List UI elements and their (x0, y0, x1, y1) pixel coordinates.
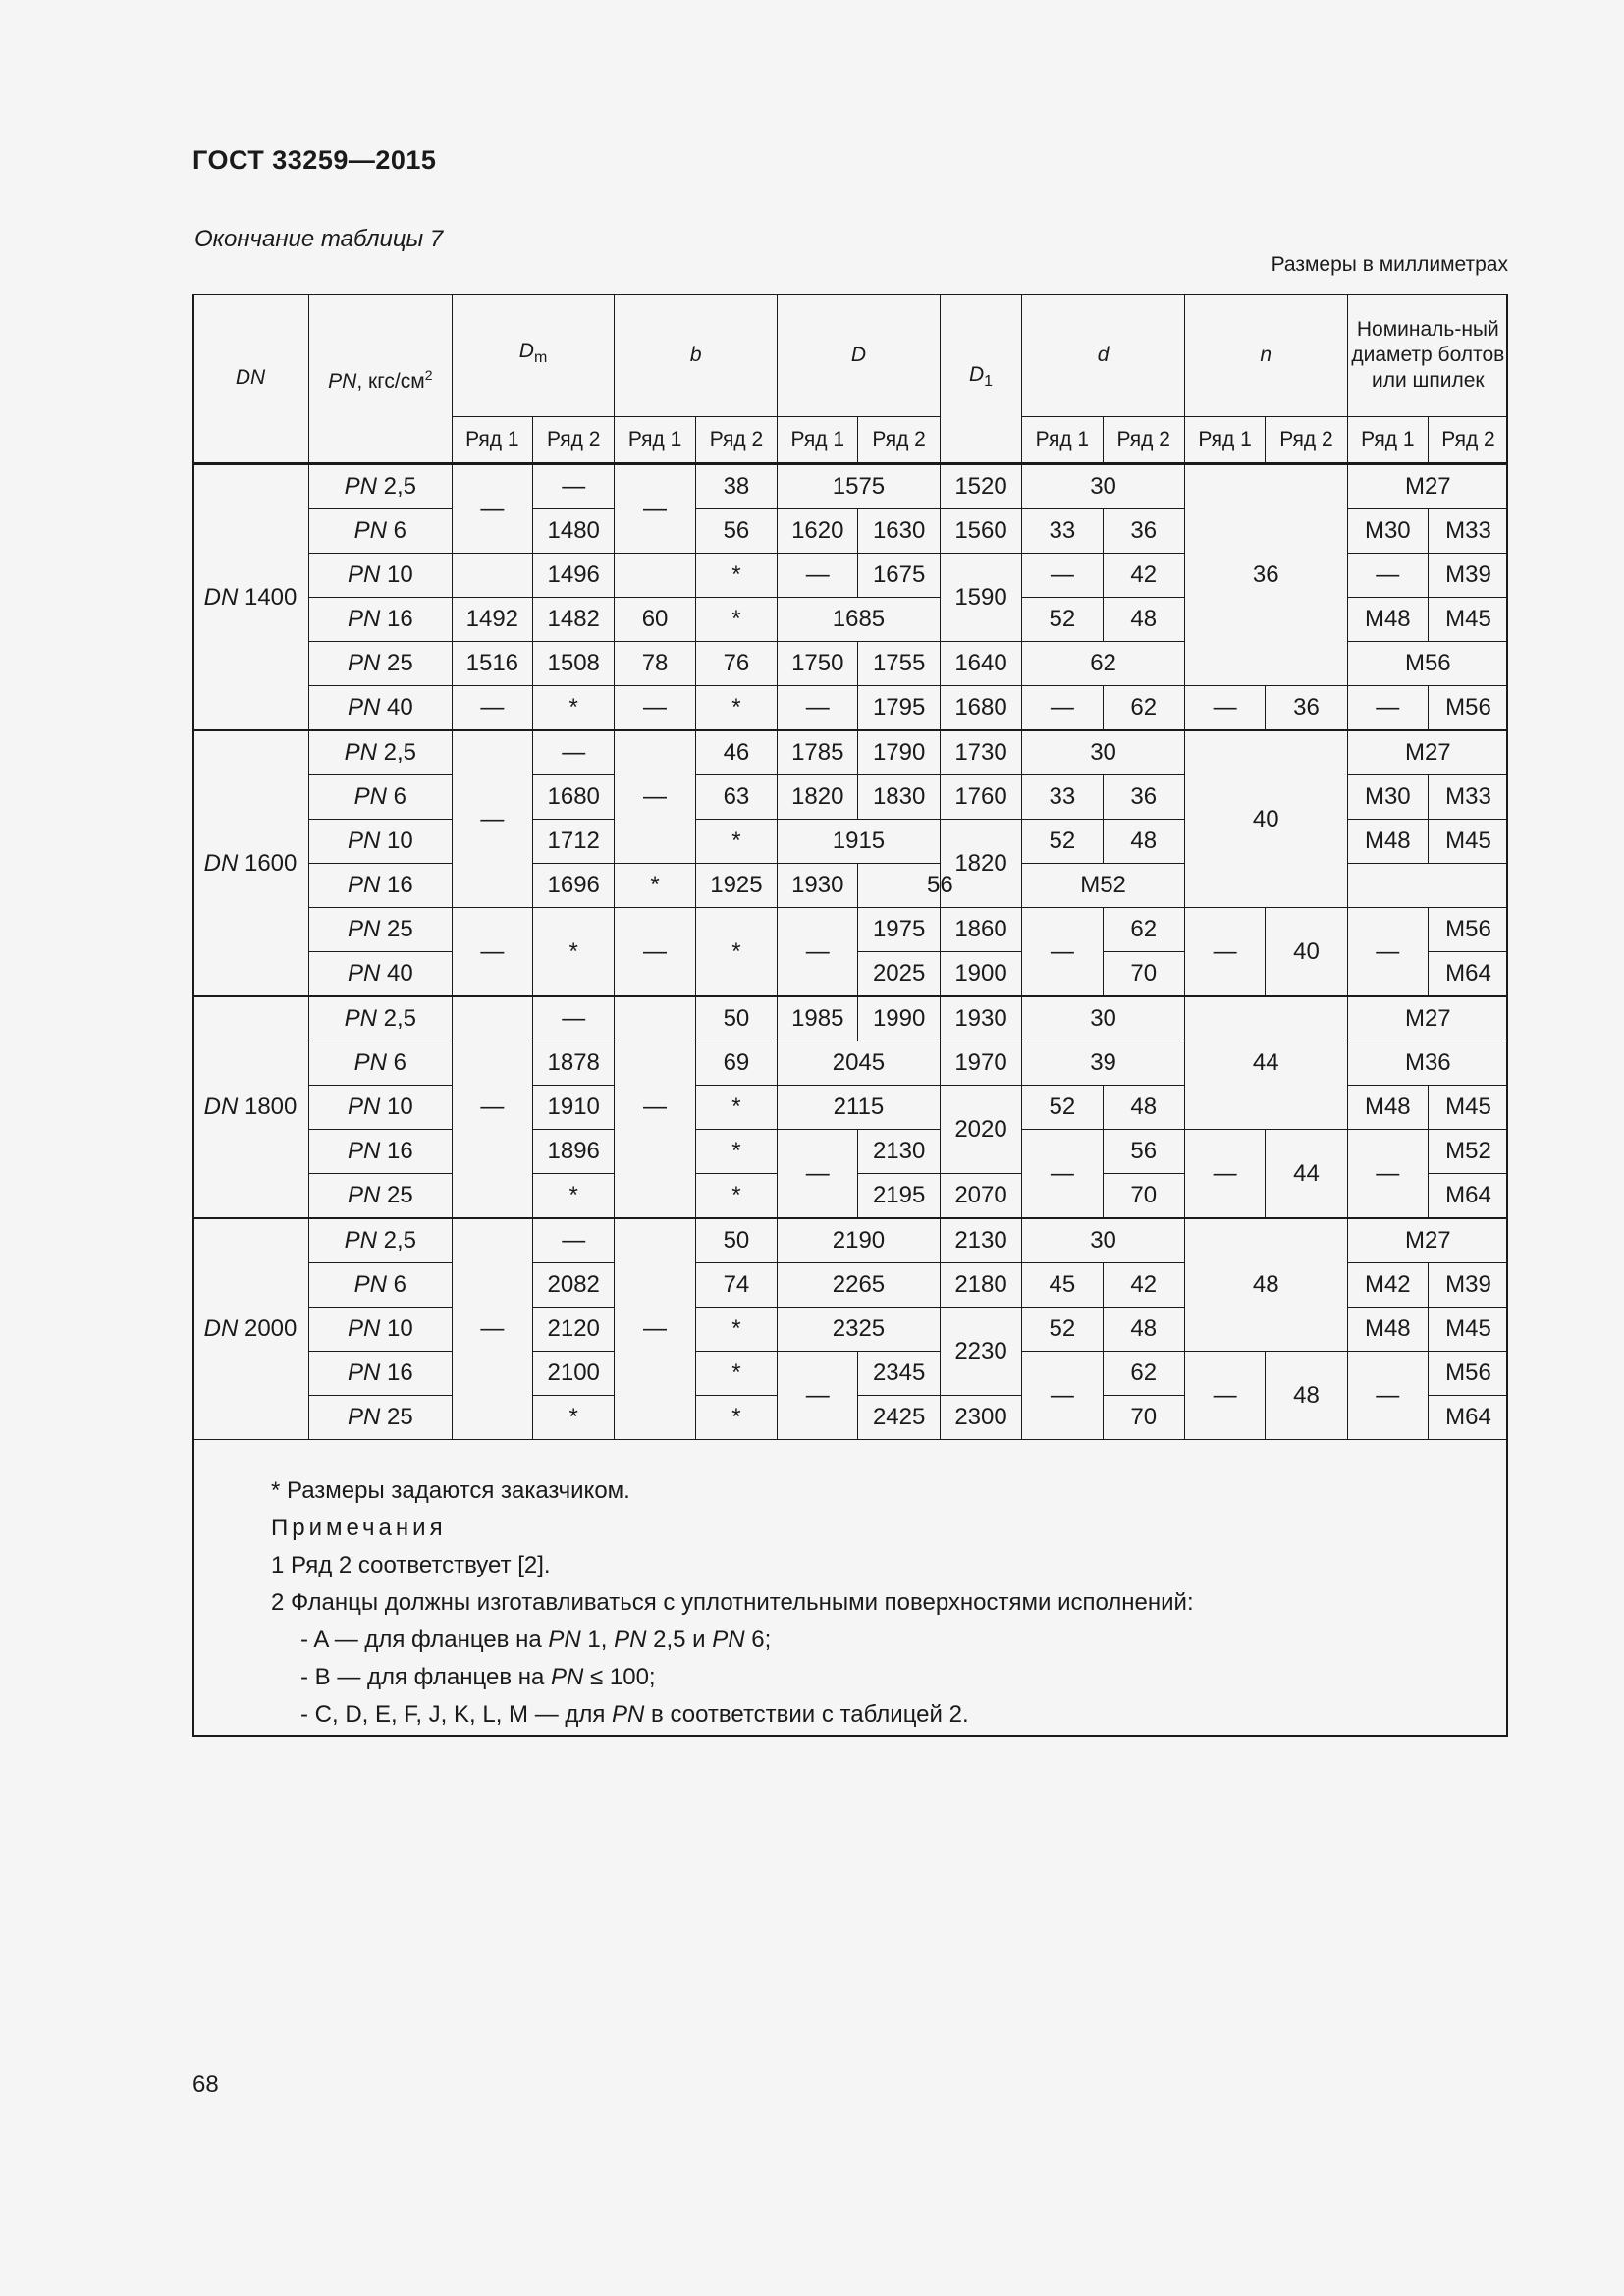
note-1: 1 Ряд 2 соответствует [2]. (271, 1552, 551, 1578)
table-cell: 1760 (940, 775, 1021, 820)
header-bolts: Номиналь-ный диаметр болтов или шпилек (1347, 294, 1508, 417)
table-cell: M27 (1347, 996, 1508, 1041)
table-cell: 50 (695, 1218, 777, 1263)
table-cell: 50 (695, 996, 777, 1041)
table-cell: M45 (1428, 1308, 1508, 1352)
table-cell: M48 (1347, 1308, 1428, 1352)
table-cell: 30 (1022, 996, 1185, 1041)
table-cell: 2345 (858, 1352, 940, 1396)
note-2-item-a: - A — для фланцев на PN 1, PN 2,5 и PN 6; (300, 1627, 772, 1653)
pn-cell: PN 16 (309, 598, 453, 642)
table-cell: * (695, 554, 777, 598)
table-cell: M64 (1428, 1396, 1508, 1440)
table-cell: M39 (1428, 1263, 1508, 1308)
notes-title: Примечания (271, 1515, 447, 1541)
table-cell: — (1184, 686, 1265, 731)
table-cell: * (695, 686, 777, 731)
table-cell: — (615, 686, 695, 731)
document-code: ГОСТ 33259—2015 (192, 145, 437, 175)
table-cell: 1900 (940, 952, 1021, 997)
table-cell: — (778, 1130, 858, 1219)
table-cell: M39 (1428, 554, 1508, 598)
table-cell: 1975 (858, 908, 940, 952)
table-cell: 30 (1022, 464, 1185, 509)
header-d1: $D_1$ (940, 294, 1021, 464)
table-cell: — (533, 996, 615, 1041)
table-cell: 56 (695, 509, 777, 554)
table-cell: 1630 (858, 509, 940, 554)
table-cell: — (1022, 554, 1103, 598)
table-cell: 2100 (533, 1352, 615, 1396)
header-b: b (615, 294, 778, 417)
table-cell: M56 (1428, 686, 1508, 731)
table-cell: — (1347, 686, 1428, 731)
table-cell: 1680 (940, 686, 1021, 731)
pn-cell: PN 10 (309, 554, 453, 598)
table-cell: M64 (1428, 1174, 1508, 1219)
subheader-row2: Ряд 2 (1428, 417, 1508, 464)
table-cell: — (1184, 1352, 1265, 1440)
table-cell: 1860 (940, 908, 1021, 952)
table-cell: * (695, 1174, 777, 1219)
table-cell: 1795 (858, 686, 940, 731)
table-cell: 46 (695, 730, 777, 775)
table-cell: M48 (1347, 1086, 1428, 1130)
table-cell: — (1347, 1352, 1428, 1440)
note-2: 2 Фланцы должны изготавливаться с уплотнительными поверхностями исполнений: (271, 1589, 1194, 1616)
table-cell: 48 (1103, 1308, 1184, 1352)
table-cell: 36 (1184, 464, 1347, 686)
table-cell: 1680 (533, 775, 615, 820)
table-cell: — (1022, 1130, 1103, 1219)
table-cell: — (452, 996, 532, 1218)
pn-cell: PN 10 (309, 1308, 453, 1352)
table-cell: M30 (1347, 775, 1428, 820)
note-asterisk: * Размеры задаются заказчиком. (271, 1477, 630, 1504)
table-cell: M36 (1347, 1041, 1508, 1086)
table-cell: 62 (1103, 908, 1184, 952)
header-d-hole: d (1022, 294, 1185, 417)
table-cell: 2020 (940, 1086, 1021, 1174)
pn-cell: PN 2,5 (309, 464, 453, 509)
table-cell: — (1184, 908, 1265, 997)
table-cell: 30 (1022, 1218, 1185, 1263)
table-cell: — (778, 554, 858, 598)
table-cell: M27 (1347, 730, 1508, 775)
pn-cell: PN 16 (309, 864, 453, 908)
table-cell: 62 (1103, 686, 1184, 731)
header-dn: DN (192, 294, 309, 464)
table-cell: 60 (615, 598, 695, 642)
table-cell: 36 (1103, 509, 1184, 554)
table-cell: M56 (1428, 1352, 1508, 1396)
table-cell: — (1184, 1130, 1265, 1219)
table-cell: 2180 (940, 1263, 1021, 1308)
pn-cell: PN 25 (309, 908, 453, 952)
pn-cell: PN 2,5 (309, 996, 453, 1041)
table-cell: — (778, 908, 858, 997)
table-cell: 1785 (778, 730, 858, 775)
table-cell: 1696 (533, 864, 615, 908)
units-note: Размеры в миллиметрах (1271, 253, 1508, 276)
table-cell: 2300 (940, 1396, 1021, 1440)
pn-cell: PN 25 (309, 1174, 453, 1219)
table-cell: — (533, 1218, 615, 1263)
table-cell: 1930 (778, 864, 858, 908)
table-cell: * (695, 908, 777, 997)
subheader-row1: Ряд 1 (452, 417, 532, 464)
table-cell: * (695, 598, 777, 642)
table-cell: 39 (1022, 1041, 1185, 1086)
table-cell: 1896 (533, 1130, 615, 1174)
table-cell: 1480 (533, 509, 615, 554)
table-cell: 1520 (940, 464, 1021, 509)
table-cell: 33 (1022, 775, 1103, 820)
table-caption: Окончание таблицы 7 (194, 226, 444, 252)
table-cell: 1915 (778, 820, 941, 864)
table-cell: 1575 (778, 464, 941, 509)
table-cell: 1685 (778, 598, 941, 642)
table-cell: 63 (695, 775, 777, 820)
table-cell: M33 (1428, 775, 1508, 820)
table-cell: M27 (1347, 464, 1508, 509)
table-cell: 52 (1022, 820, 1103, 864)
table-cell: 2070 (940, 1174, 1021, 1219)
table-cell: 44 (1184, 996, 1347, 1130)
table-cell: 1820 (940, 820, 1021, 908)
dn-cell: DN 1600 (192, 730, 309, 996)
table-cell: 42 (1103, 1263, 1184, 1308)
table-cell: 48 (1103, 1086, 1184, 1130)
header-dm: $D_m$ (452, 294, 615, 417)
table-cell: 2115 (778, 1086, 941, 1130)
table-cell: * (695, 1308, 777, 1352)
table-cell: M30 (1347, 509, 1428, 554)
table-cell: 56 (1103, 1130, 1184, 1174)
pn-cell: PN 6 (309, 1263, 453, 1308)
table-cell: M48 (1347, 820, 1428, 864)
table-cell: 2230 (940, 1308, 1021, 1396)
table-cell: 2025 (858, 952, 940, 997)
table-cell: 1878 (533, 1041, 615, 1086)
dn-cell: DN 1800 (192, 996, 309, 1218)
table-cell: 52 (1022, 1086, 1103, 1130)
pn-cell: PN 25 (309, 642, 453, 686)
pn-cell: PN 16 (309, 1130, 453, 1174)
table-cell: 2425 (858, 1396, 940, 1440)
dn-cell: DN 1400 (192, 464, 309, 731)
subheader-row2: Ряд 2 (533, 417, 615, 464)
table-cell: * (533, 908, 615, 997)
table-cell: 48 (1103, 820, 1184, 864)
table-cell: 1516 (452, 642, 532, 686)
table-cell: M52 (1428, 1130, 1508, 1174)
subheader-row1: Ряд 1 (615, 417, 695, 464)
table-cell: 48 (1266, 1352, 1347, 1440)
pn-cell: PN 10 (309, 1086, 453, 1130)
table-cell: — (778, 1352, 858, 1440)
table-cell: 1560 (940, 509, 1021, 554)
table-cell: 1712 (533, 820, 615, 864)
dn-cell: DN 2000 (192, 1218, 309, 1440)
table-cell: 70 (1103, 1174, 1184, 1219)
table-cell: — (452, 730, 532, 908)
table-cell: 1675 (858, 554, 940, 598)
table-cell: 1620 (778, 509, 858, 554)
table-cell: — (1022, 686, 1103, 731)
table-cell: — (1022, 908, 1103, 997)
table-cell: M64 (1428, 952, 1508, 997)
table-cell: 1750 (778, 642, 858, 686)
pn-cell: PN 40 (309, 952, 453, 997)
table-cell: — (452, 908, 532, 997)
table-cell: 1985 (778, 996, 858, 1041)
table-cell: 1930 (940, 996, 1021, 1041)
pn-cell: PN 6 (309, 1041, 453, 1086)
table-cell: M45 (1428, 820, 1508, 864)
table-cell: 42 (1103, 554, 1184, 598)
table-cell: — (615, 996, 695, 1218)
pn-cell: PN 2,5 (309, 730, 453, 775)
table-cell: 45 (1022, 1263, 1103, 1308)
subheader-row1: Ряд 1 (778, 417, 858, 464)
table-cell: M27 (1347, 1218, 1508, 1263)
table-cell: 1496 (533, 554, 615, 598)
table-cell: 1910 (533, 1086, 615, 1130)
table-cell: 62 (1022, 642, 1185, 686)
pn-cell: PN 16 (309, 1352, 453, 1396)
table-cell: — (452, 686, 532, 731)
table-cell: 69 (695, 1041, 777, 1086)
table-cell: 62 (1103, 1352, 1184, 1396)
table-cell: — (1347, 554, 1428, 598)
table-cell: * (533, 686, 615, 731)
table-cell: 2265 (778, 1263, 941, 1308)
pn-cell: PN 25 (309, 1396, 453, 1440)
table-cell: 2120 (533, 1308, 615, 1352)
table-cell: 1640 (940, 642, 1021, 686)
table-cell: 1925 (695, 864, 777, 908)
table-cell: * (615, 864, 695, 908)
table-cell: 2130 (858, 1130, 940, 1174)
pn-cell: PN 6 (309, 509, 453, 554)
table-cell: 2045 (778, 1041, 941, 1086)
table-cell: 52 (1022, 1308, 1103, 1352)
subheader-row2: Ряд 2 (695, 417, 777, 464)
header-pn: PN, кгс/$см^2$ (309, 294, 453, 464)
pn-cell: PN 2,5 (309, 1218, 453, 1263)
table-cell: 70 (1103, 952, 1184, 997)
table-cell: — (1347, 908, 1428, 997)
note-2-item-c: - C, D, E, F, J, K, L, M — для PN в соответствии с таблицей 2. (300, 1701, 969, 1728)
table-cell: 40 (1266, 908, 1347, 997)
table-cell: 44 (1266, 1130, 1347, 1219)
table-cell: — (615, 730, 695, 864)
table-cell: — (615, 1218, 695, 1440)
table-cell: 2130 (940, 1218, 1021, 1263)
table-cell: — (533, 730, 615, 775)
table-cell: 74 (695, 1263, 777, 1308)
table-cell: * (695, 1086, 777, 1130)
table-cell: 70 (1103, 1396, 1184, 1440)
table-cell: 78 (615, 642, 695, 686)
table-cell: 36 (1103, 775, 1184, 820)
table-cell: * (695, 1396, 777, 1440)
table-cell: 76 (695, 642, 777, 686)
pn-cell: PN 10 (309, 820, 453, 864)
table-cell: 48 (1103, 598, 1184, 642)
table-cell: * (695, 1352, 777, 1396)
table-cell: — (778, 686, 858, 731)
table-cell: 1830 (858, 775, 940, 820)
table-cell: 1590 (940, 554, 1021, 642)
table-cell: 1482 (533, 598, 615, 642)
page-number: 68 (192, 2071, 219, 2098)
table-cell: M33 (1428, 509, 1508, 554)
table-cell: M45 (1428, 598, 1508, 642)
table-notes (271, 1472, 1194, 1734)
table-cell: 56 (858, 864, 1022, 908)
table-cell: * (695, 1130, 777, 1174)
pn-cell: PN 6 (309, 775, 453, 820)
table-cell: 2082 (533, 1263, 615, 1308)
table-cell: * (695, 820, 777, 864)
header-n: n (1184, 294, 1347, 417)
table-cell: M56 (1347, 642, 1508, 686)
table-cell: — (1347, 1130, 1428, 1219)
table-cell: * (533, 1396, 615, 1440)
subheader-row2: Ряд 2 (1266, 417, 1347, 464)
subheader-row1: Ряд 1 (1347, 417, 1428, 464)
table-cell: 1790 (858, 730, 940, 775)
table-cell: 2195 (858, 1174, 940, 1219)
table-cell: M56 (1428, 908, 1508, 952)
table-cell: — (452, 464, 532, 554)
table-cell: * (533, 1174, 615, 1219)
table-cell: 48 (1184, 1218, 1347, 1352)
table-cell: — (452, 1218, 532, 1440)
pn-cell: PN 40 (309, 686, 453, 731)
subheader-row1: Ряд 1 (1022, 417, 1103, 464)
table-cell: — (615, 464, 695, 554)
table-cell: — (533, 464, 615, 509)
table-cell: — (615, 908, 695, 997)
table-cell: 1990 (858, 996, 940, 1041)
table-cell: 1730 (940, 730, 1021, 775)
table-cell: 36 (1266, 686, 1347, 731)
table-cell: 38 (695, 464, 777, 509)
subheader-row2: Ряд 2 (1103, 417, 1184, 464)
table-cell: 1755 (858, 642, 940, 686)
table-cell: 33 (1022, 509, 1103, 554)
subheader-row1: Ряд 1 (1184, 417, 1265, 464)
table-cell: 52 (1022, 598, 1103, 642)
table-cell: 1970 (940, 1041, 1021, 1086)
note-2-item-b: - B — для фланцев на PN ≤ 100; (300, 1664, 656, 1690)
table-cell: 2325 (778, 1308, 941, 1352)
table-cell: M52 (1022, 864, 1185, 908)
table-cell: — (1022, 1352, 1103, 1440)
table-cell: 40 (1184, 730, 1347, 908)
table-cell: 1508 (533, 642, 615, 686)
table-cell: M45 (1428, 1086, 1508, 1130)
table-cell: 1820 (778, 775, 858, 820)
table-cell: 2190 (778, 1218, 941, 1263)
table-cell: M42 (1347, 1263, 1428, 1308)
header-d-outer: D (778, 294, 941, 417)
table-cell: M48 (1347, 598, 1428, 642)
table-cell: 1492 (452, 598, 532, 642)
subheader-row2: Ряд 2 (858, 417, 940, 464)
table-cell: 30 (1022, 730, 1185, 775)
